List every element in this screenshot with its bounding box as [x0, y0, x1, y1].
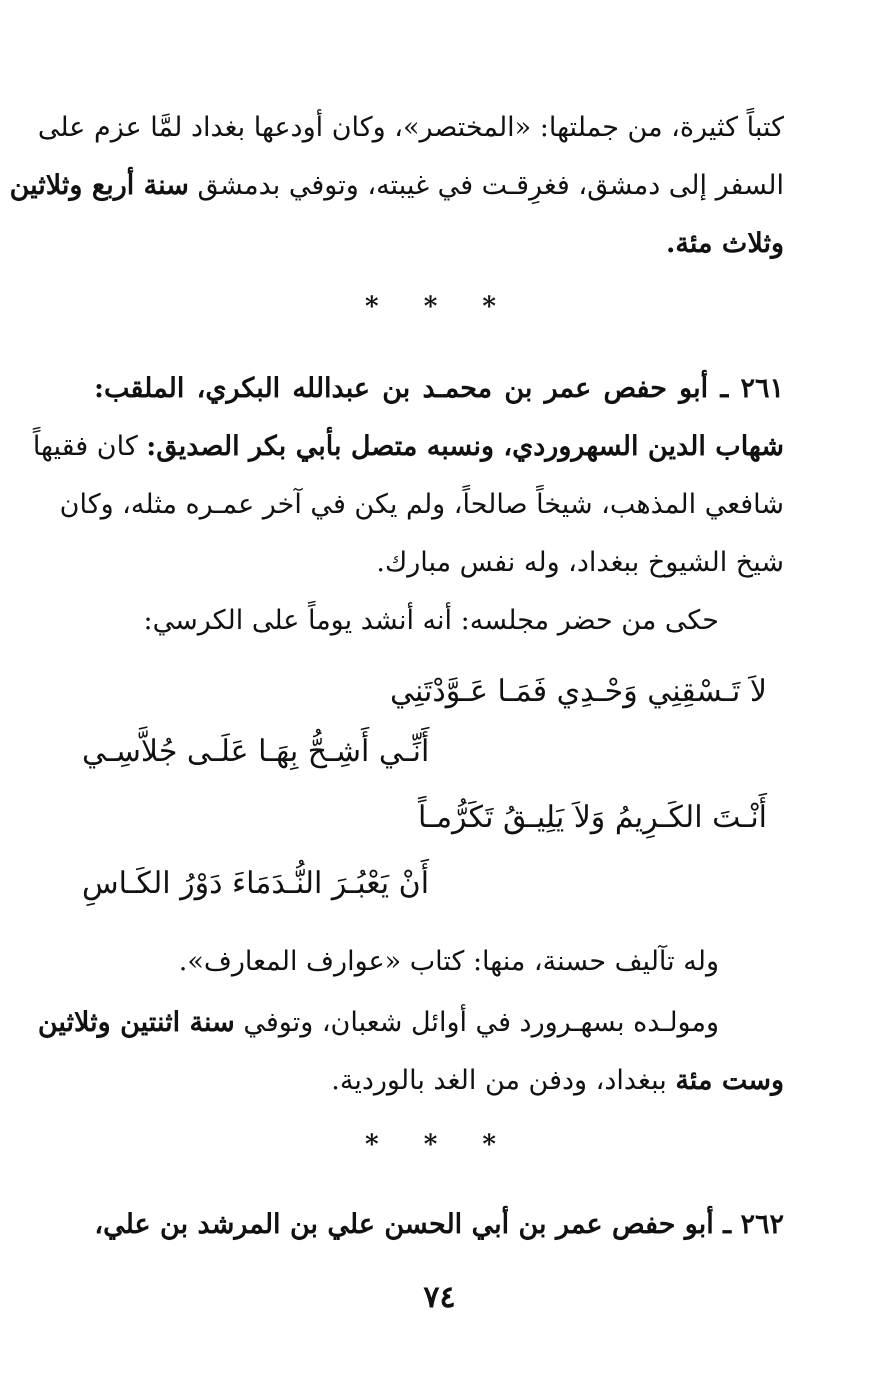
section-separator-2: * * *	[365, 1130, 514, 1160]
entry-261-line-8-text: ببغداد، ودفن من الغد بالوردية.	[331, 1065, 676, 1096]
entry-261-line-6: وله تآليف حسنة، منها: كتاب «عوارف المعارف».	[178, 946, 719, 977]
entry-261-heading-line-2	[32, 427, 784, 467]
page-number: ٧٤	[423, 1280, 456, 1315]
entry-261-line-3: شافعي المذهب، شيخاً صالحاً، ولم يكن في آخر عمـره مثله، وكان	[59, 489, 784, 520]
entry-261-heading-line-1: ٢٦١ ـ أبو حفص عمر بن محمـد بن عبدالله البكري، الملقب:	[94, 373, 784, 404]
entry-261-line-7-text: ومولـده بسهـرورد في أوائل شعبان، وتوفي	[234, 1007, 719, 1038]
entry-262-heading-line-1: ٢٦٢ ـ أبو حفص عمر بن أبي الحسن علي بن المرشد بن علي،	[94, 1209, 784, 1240]
death-date-2-cont: وست مئة	[675, 1065, 784, 1096]
section-separator-1: * * *	[365, 292, 514, 322]
paragraph-1-line-2	[9, 166, 784, 206]
death-date-1: سنة أربع وثلاثين	[9, 170, 189, 201]
verse-1-second-hemistich: أَنِّـي أَشِـحُّ بِهَـا عَلَـى جُلاَّسِـي	[82, 734, 430, 769]
entry-261-line-7	[37, 1003, 719, 1043]
paragraph-1-line-1: كتباً كثيرة، من جملتها: «المختصر»، وكان أودعها بغداد لمَّا عزم على	[37, 112, 784, 143]
entry-261-line-5: حكى من حضر مجلسه: أنه أنشد يوماً على الكرسي:	[143, 605, 719, 636]
paragraph-1-line-3: وثلاث مئة.	[666, 228, 784, 259]
verse-1-first-hemistich: لاَ تَـسْقِنِي وَحْـدِي فَمَـا عَـوَّدْتَنِي	[389, 674, 767, 709]
verse-2-second-hemistich: أَنْ يَعْبُـرَ النُّـدَمَاءَ دَوْرُ الكَـاسِ	[82, 866, 430, 901]
verse-2-first-hemistich: أَنْـتَ الكَـرِيمُ وَلاَ يَلِيـقُ تَكَرُّمـاً	[418, 800, 767, 835]
paragraph-1-line-2-text: السفر إلى دمشق، فغرِقـت في غيبته، وتوفي بدمشق	[188, 170, 784, 201]
death-date-2: سنة اثنتين وثلاثين	[37, 1007, 235, 1038]
entry-261-line-8	[94, 1061, 784, 1101]
entry-261-line-4: شيخ الشيوخ ببغداد، وله نفس مبارك.	[376, 547, 784, 578]
entry-261-heading-line-2-rest: كان فقيهاً	[32, 431, 147, 462]
entry-261-title: شهاب الدين السهروردي، ونسبه متصل بأبي بكر الصديق:	[146, 431, 784, 462]
